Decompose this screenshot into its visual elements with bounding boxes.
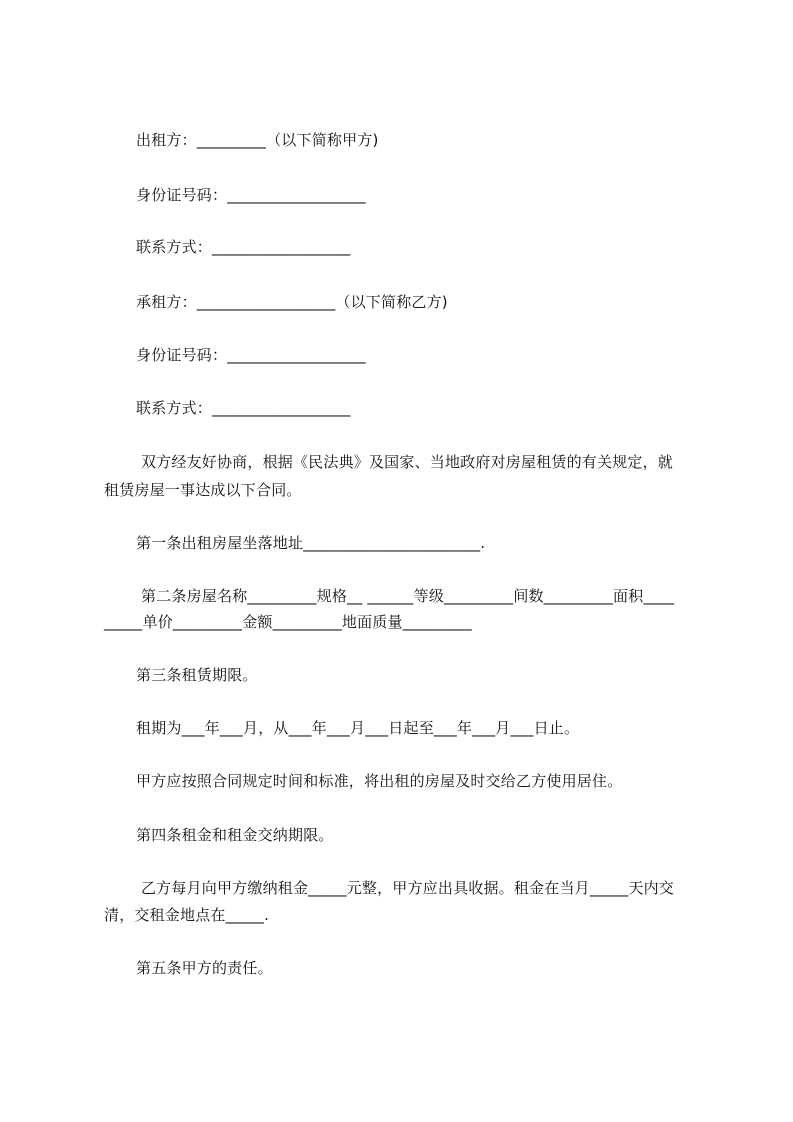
article3-title: 第三条租赁期限。 — [136, 666, 258, 684]
article4-title: 第四条租金和租金交纳期限。 — [136, 826, 334, 844]
intro-paragraph-line2: 租赁房屋一事达成以下合同。 — [104, 481, 302, 499]
intro-paragraph-line1: 双方经友好协商，根据《民法典》及国家、当地政府对房屋租赁的有关规定，就 — [136, 453, 673, 471]
lessor-line: 出租方：_________（以下简称甲方) — [136, 131, 379, 149]
delivery-line: 甲方应按照合同规定时间和标准，将出租的房屋及时交给乙方使用居住。 — [136, 772, 623, 790]
article5-title: 第五条甲方的责任。 — [136, 959, 273, 977]
rent-paragraph-line2: 清，交租金地点在_____. — [104, 906, 270, 924]
lessor-id-line: 身份证号码：__________________ — [136, 186, 366, 204]
lessor-contact-line: 联系方式：__________________ — [136, 238, 351, 256]
article2-line2: _____单价_________金额_________地面质量_________ — [104, 613, 473, 631]
lease-term-line: 租期为___年___月，从___年___月___日起至___年___月___日止。 — [136, 719, 580, 737]
article2-line1: 第二条房屋名称_________规格__ ______等级_________间数_________面积____ — [136, 587, 675, 605]
lessee-contact-line: 联系方式：__________________ — [136, 399, 351, 417]
lessee-line: 承租方：__________________（以下简称乙方) — [136, 293, 448, 311]
rent-paragraph-line1: 乙方每月向甲方缴纳租金_____元整，甲方应出具收据。租金在当月_____天内交 — [136, 879, 674, 897]
article1-address: 第一条出租房屋坐落地址_______________________. — [136, 534, 486, 552]
lessee-id-line: 身份证号码：__________________ — [136, 346, 366, 364]
